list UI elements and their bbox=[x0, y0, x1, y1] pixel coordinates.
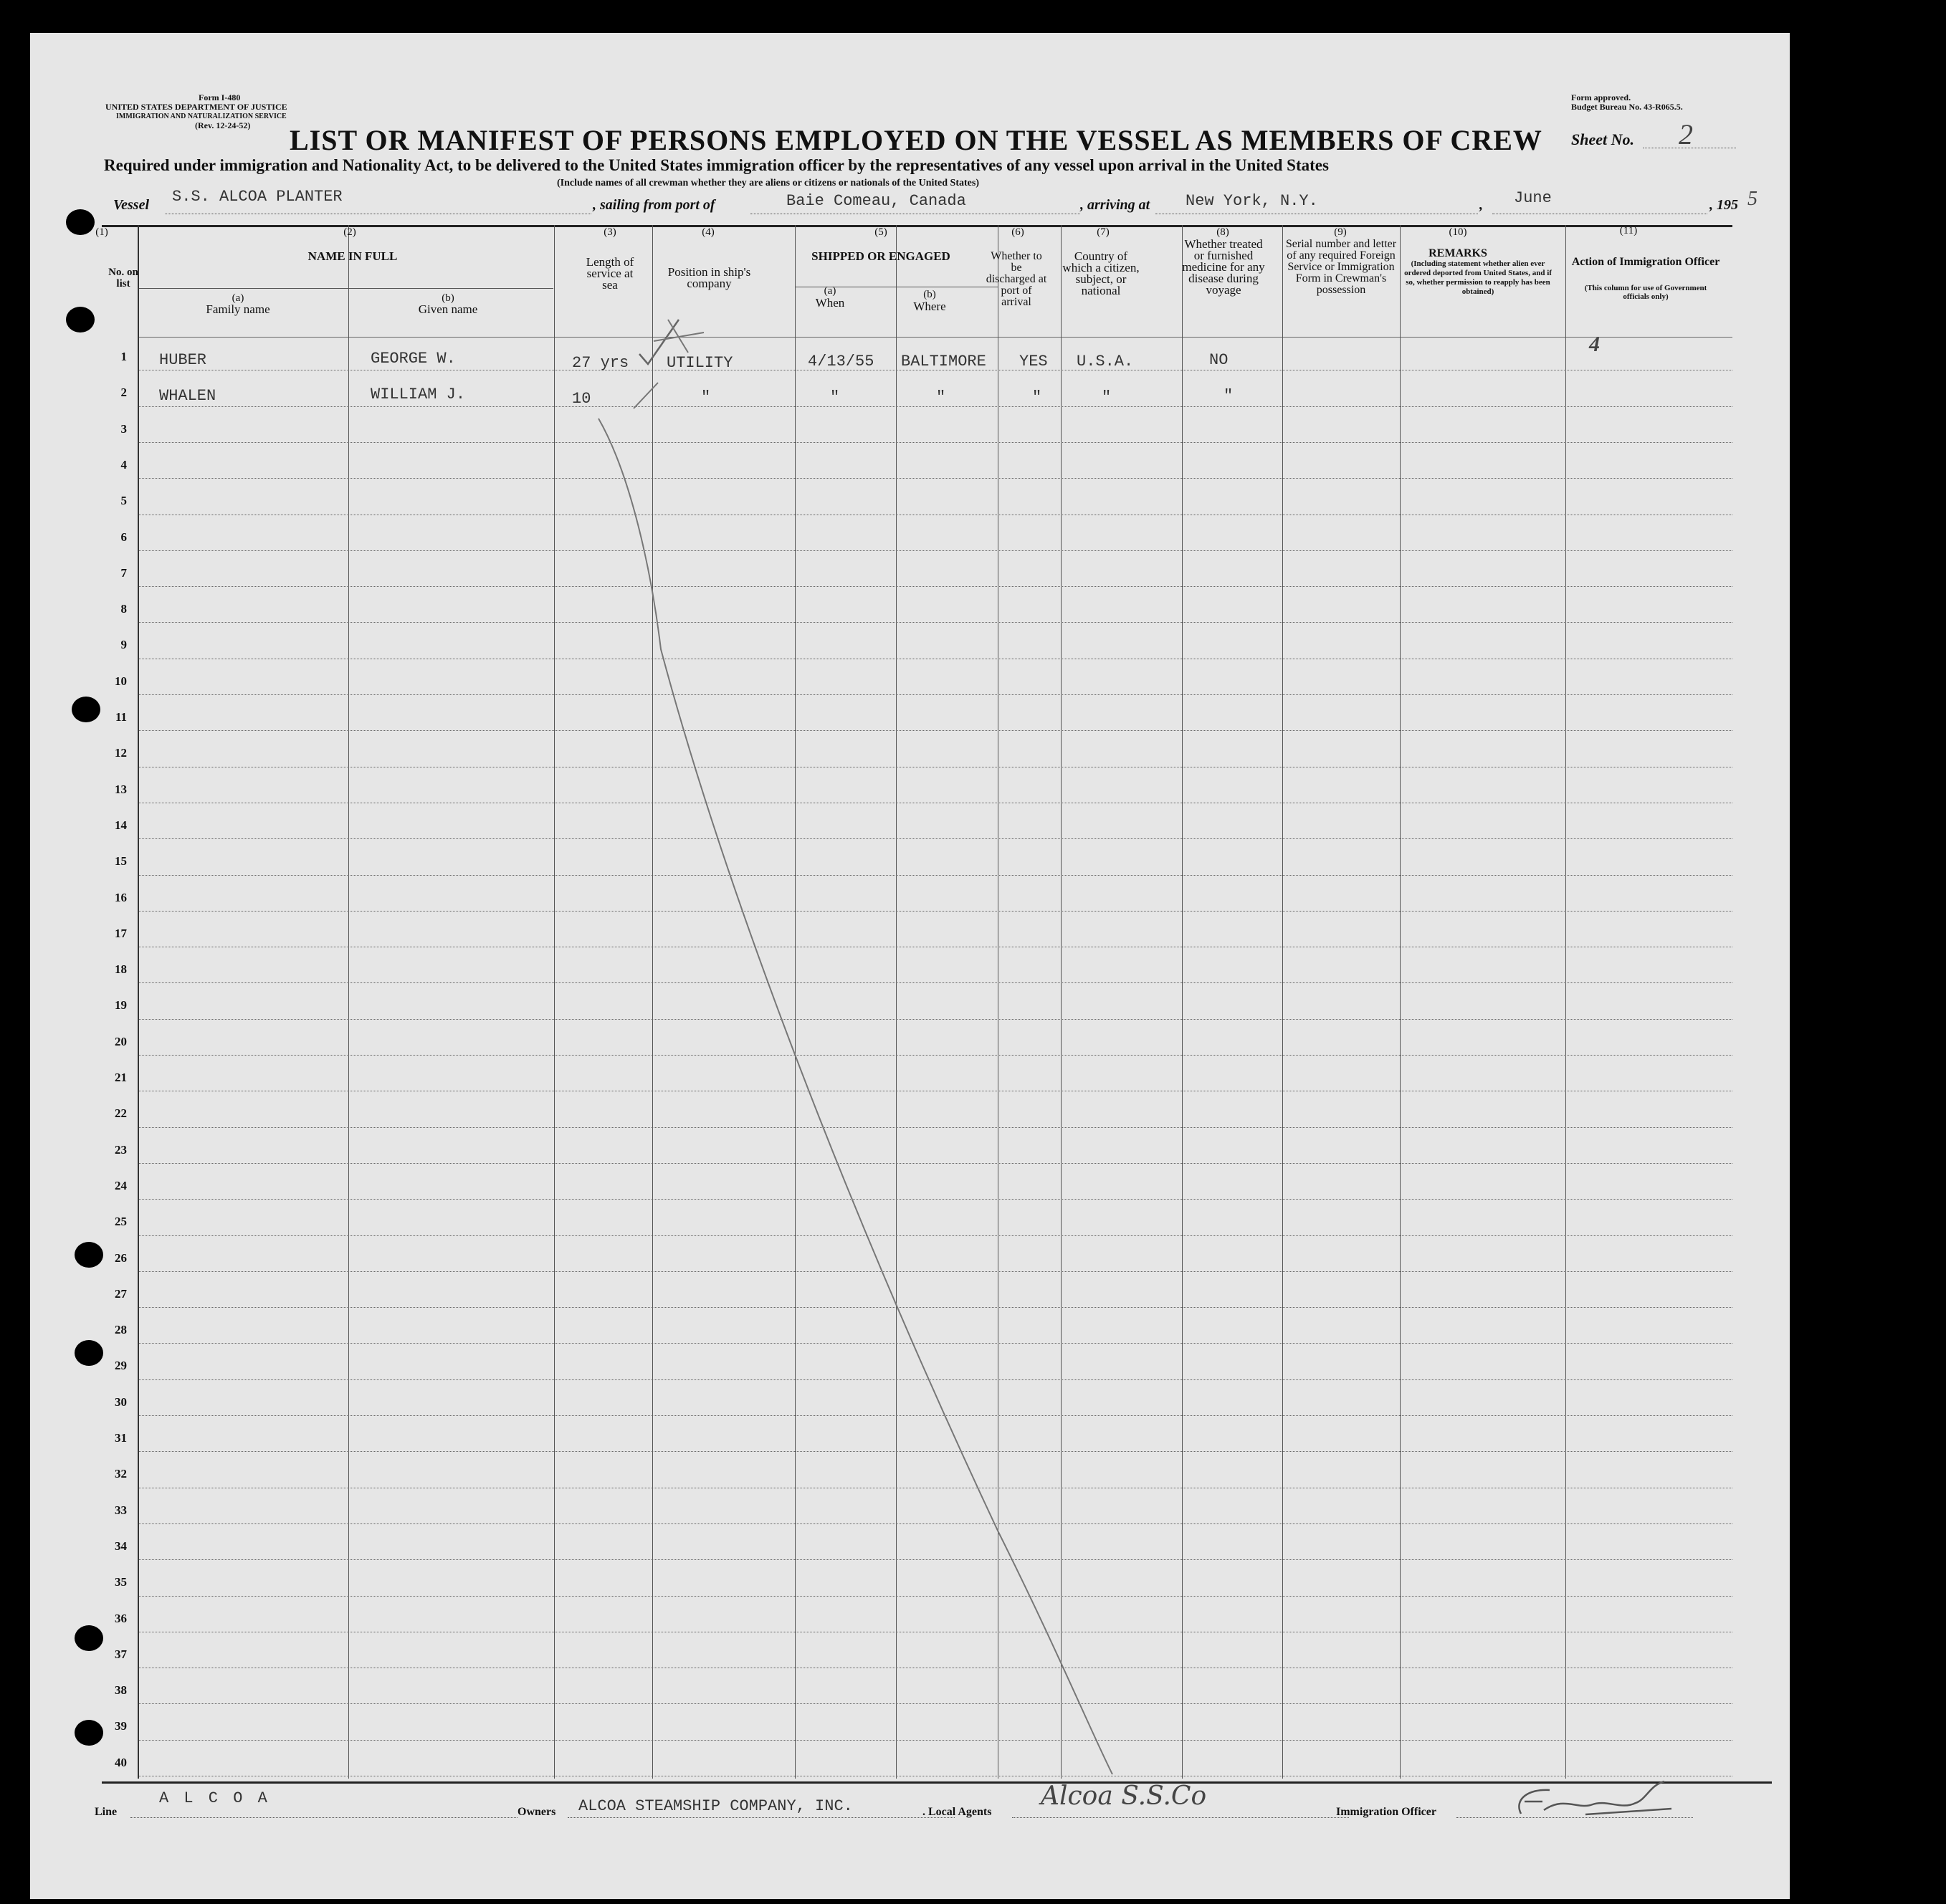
form-approved: Form approved. bbox=[1571, 92, 1631, 102]
row-number: 11 bbox=[115, 710, 127, 724]
col8-header: Whether treated or furnished medicine for any disease during voyage bbox=[1182, 237, 1265, 297]
row-number: 38 bbox=[115, 1683, 127, 1698]
row2-position: " bbox=[701, 388, 711, 406]
punch-hole bbox=[75, 1625, 103, 1651]
row-number: 40 bbox=[115, 1755, 127, 1769]
col10-note: (Including statement whether alien ever ordered deported from United States, and if so, whether permission to reapply has been obtained) bbox=[1404, 259, 1552, 296]
line-label: Line bbox=[95, 1806, 118, 1818]
pencil-marks bbox=[30, 33, 1790, 1899]
revision: (Rev. 12-24-52) bbox=[195, 120, 251, 130]
row-number: 25 bbox=[115, 1215, 127, 1229]
punch-hole bbox=[66, 209, 95, 235]
col11-header: Action of Immigration Officer bbox=[1571, 256, 1720, 268]
col6-num: (6) bbox=[1011, 226, 1024, 238]
col2a-num: (a) bbox=[232, 292, 244, 304]
col8-num: (8) bbox=[1216, 226, 1229, 238]
agents-label: . Local Agents bbox=[922, 1806, 992, 1818]
sheet-number: 2 bbox=[1679, 118, 1693, 150]
required-statement: Required under immigration and Nationality Act, to be delivered to the United States immigration officer by the representatives of any vessel upon arrival in the United States bbox=[104, 156, 1329, 174]
col5-num: (5) bbox=[874, 226, 887, 238]
row2-given: WILLIAM J. bbox=[371, 386, 466, 403]
form-number: Form I-480 bbox=[199, 92, 241, 102]
line-value: A L C O A bbox=[159, 1789, 270, 1807]
cross-mark bbox=[654, 320, 704, 353]
col7-num: (7) bbox=[1097, 226, 1110, 238]
include-note: (Include names of all crewman whether they are aliens or citizens or nationals of the United States) bbox=[557, 178, 979, 188]
col5b-header: Where bbox=[913, 300, 946, 313]
row-number: 9 bbox=[120, 638, 127, 652]
owners-value: ALCOA STEAMSHIP COMPANY, INC. bbox=[578, 1797, 853, 1815]
vessel-value: S.S. ALCOA PLANTER bbox=[172, 188, 343, 206]
col1-header: No. on list bbox=[108, 267, 138, 290]
row-number: 34 bbox=[115, 1539, 127, 1553]
month-comma: , bbox=[1479, 197, 1483, 213]
year-label: , 195 bbox=[1709, 197, 1738, 213]
col3-num: (3) bbox=[604, 226, 616, 238]
row2-slash bbox=[634, 383, 658, 408]
row-number: 39 bbox=[115, 1719, 127, 1733]
row1-length: 27 yrs bbox=[572, 354, 629, 372]
row-number: 2 bbox=[120, 386, 127, 400]
row1-family: HUBER bbox=[159, 351, 207, 369]
col9-header: Serial number and letter of any required Foreign Service or Immigration Form in Crewman's possession bbox=[1285, 238, 1397, 296]
col2b-num: (b) bbox=[442, 292, 454, 304]
row-number: 10 bbox=[115, 674, 127, 688]
row-number: 16 bbox=[115, 890, 127, 904]
row2-medicine: " bbox=[1224, 387, 1234, 405]
row2-length: 10 bbox=[572, 390, 591, 408]
row-number: 19 bbox=[115, 998, 127, 1013]
sailing-label: , sailing from port of bbox=[593, 197, 715, 213]
col2a-header: Family name bbox=[206, 302, 270, 316]
row-number: 4 bbox=[120, 457, 127, 472]
row-number: 14 bbox=[115, 818, 127, 832]
punch-hole bbox=[75, 1242, 103, 1268]
row-number: 23 bbox=[115, 1142, 127, 1157]
punch-hole bbox=[66, 307, 95, 333]
row-number: 31 bbox=[115, 1431, 127, 1445]
punch-hole bbox=[75, 1720, 103, 1746]
row-number: 28 bbox=[115, 1323, 127, 1337]
row1-country: U.S.A. bbox=[1077, 353, 1134, 370]
col5a-header: When bbox=[815, 296, 845, 310]
punch-hole bbox=[72, 697, 100, 722]
col3-header: Length of service at sea bbox=[586, 255, 634, 292]
row-number: 36 bbox=[115, 1611, 127, 1625]
row-number: 8 bbox=[120, 602, 127, 616]
row1-where: BALTIMORE bbox=[901, 353, 986, 370]
col5a-num: (a) bbox=[824, 285, 836, 297]
row-number: 37 bbox=[115, 1647, 127, 1661]
row-number: 12 bbox=[115, 746, 127, 760]
officer-signature bbox=[1499, 1767, 1686, 1824]
agents-signature: Alcoa S.S.Co bbox=[1041, 1781, 1207, 1811]
row-number: 21 bbox=[115, 1071, 127, 1084]
row-number: 24 bbox=[115, 1178, 127, 1192]
row2-when: " bbox=[830, 388, 840, 406]
col10-header: REMARKS bbox=[1429, 247, 1487, 259]
col11-num: (11) bbox=[1619, 225, 1638, 236]
department: UNITED STATES DEPARTMENT OF JUSTICE bbox=[105, 102, 287, 112]
sheet-label: Sheet No. bbox=[1571, 130, 1634, 148]
row2-where: " bbox=[936, 388, 946, 406]
row2-family: WHALEN bbox=[159, 387, 216, 405]
row-number: 27 bbox=[115, 1286, 127, 1301]
row-number: 20 bbox=[115, 1034, 127, 1048]
col2b-header: Given name bbox=[418, 302, 478, 316]
row-number: 5 bbox=[120, 494, 127, 508]
row1-medicine: NO bbox=[1209, 351, 1229, 369]
row1-given: GEORGE W. bbox=[371, 350, 456, 368]
owners-label: Owners bbox=[517, 1806, 556, 1818]
budget-bureau: Budget Bureau No. 43-R065.5. bbox=[1571, 102, 1683, 112]
col11-note: (This column for use of Government officials only) bbox=[1584, 284, 1707, 301]
manifest-sheet bbox=[30, 33, 1790, 1899]
service: IMMIGRATION AND NATURALIZATION SERVICE bbox=[116, 113, 287, 120]
arriving-value: New York, N.Y. bbox=[1186, 192, 1318, 210]
month-value: June bbox=[1514, 189, 1552, 207]
row-number: 29 bbox=[115, 1359, 127, 1373]
vessel-label: Vessel bbox=[113, 197, 149, 213]
row-number: 33 bbox=[115, 1503, 127, 1517]
diagonal-strike-line bbox=[598, 418, 1112, 1774]
col5-header: SHIPPED OR ENGAGED bbox=[811, 249, 950, 263]
page-title: LIST OR MANIFEST OF PERSONS EMPLOYED ON THE VESSEL AS MEMBERS OF CREW bbox=[290, 124, 1542, 156]
row-number: 7 bbox=[120, 565, 127, 580]
row1-action: 4 bbox=[1589, 333, 1600, 356]
col4-header: Position in ship's company bbox=[667, 265, 751, 290]
col5b-num: (b) bbox=[923, 289, 936, 300]
col2-header: NAME IN FULL bbox=[307, 249, 398, 263]
row-number: 35 bbox=[115, 1575, 127, 1589]
row1-position: UTILITY bbox=[667, 354, 733, 372]
col7-header: Country of which a citizen, subject, or national bbox=[1062, 249, 1140, 297]
row-number: 15 bbox=[115, 854, 127, 869]
col9-num: (9) bbox=[1334, 226, 1347, 238]
row-number: 17 bbox=[115, 926, 127, 940]
col1-num: (1) bbox=[95, 226, 108, 238]
officer-label: Immigration Officer bbox=[1336, 1806, 1436, 1818]
row2-discharged: " bbox=[1032, 388, 1042, 406]
punch-hole bbox=[75, 1340, 103, 1366]
col2-num: (2) bbox=[343, 226, 356, 238]
row-number: 18 bbox=[115, 962, 127, 977]
row-number: 32 bbox=[115, 1467, 127, 1481]
col4-num: (4) bbox=[702, 226, 715, 238]
year-suffix: 5 bbox=[1747, 188, 1757, 210]
sailing-value: Baie Comeau, Canada bbox=[786, 192, 966, 210]
row2-country: " bbox=[1102, 388, 1112, 406]
row-number: 1 bbox=[120, 350, 127, 363]
col10-num: (10) bbox=[1449, 226, 1467, 238]
row-number: 22 bbox=[115, 1106, 127, 1121]
col6-header: Whether to be discharged at port of arrival bbox=[986, 250, 1047, 308]
row1-discharged: YES bbox=[1019, 353, 1048, 370]
arriving-label: , arriving at bbox=[1080, 197, 1150, 213]
row-number: 3 bbox=[120, 421, 127, 436]
row-number: 13 bbox=[115, 782, 127, 796]
row-number: 30 bbox=[115, 1394, 127, 1409]
row1-when: 4/13/55 bbox=[808, 353, 874, 370]
row-number: 6 bbox=[120, 530, 127, 544]
row-number: 26 bbox=[115, 1250, 127, 1265]
